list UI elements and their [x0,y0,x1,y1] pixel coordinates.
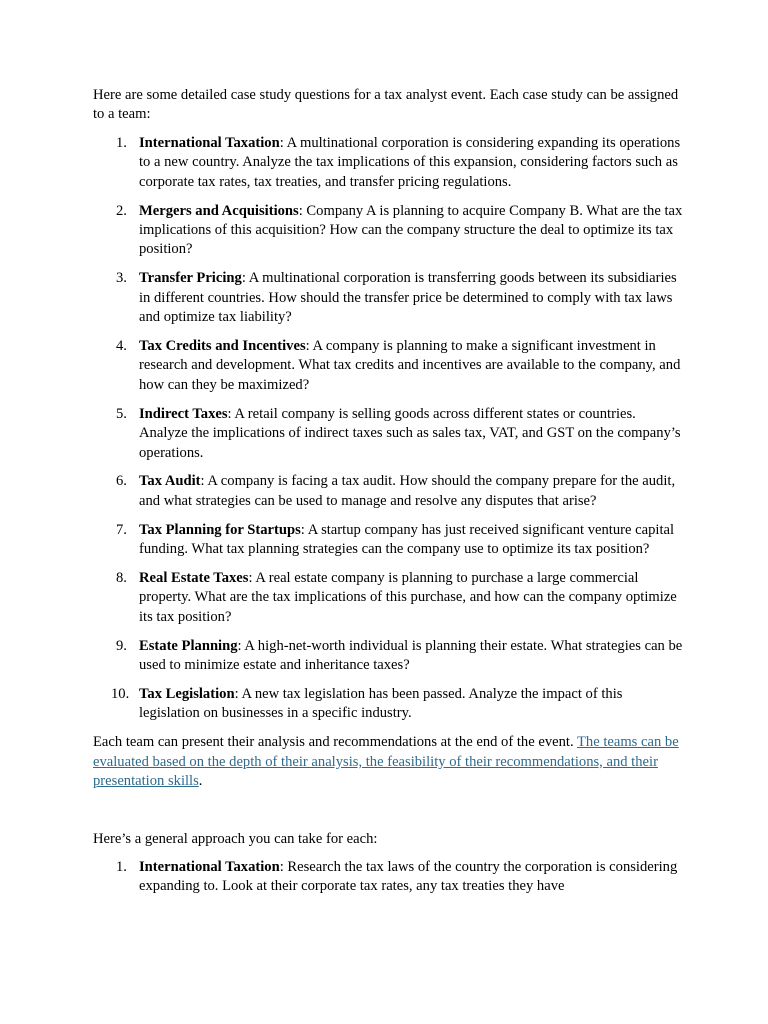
closing-paragraph [93,733,683,791]
case-term: Mergers and Acquisitions [139,202,299,219]
case-term: Transfer Pricing [139,270,242,287]
case-term: Tax Planning for Startups [139,521,301,538]
case-text: : A company is facing a tax audit. How should the company prepare for the audit, and what strategies can be used to manage and resolve any disputes that arise? [139,473,676,509]
list-number: 10. [111,686,130,703]
case-text: : A real estate company is planning to purchase a large commercial property. What are the tax implications of this purchase, and how can the company optimize its tax position? [139,570,677,625]
case-term: International Taxation [139,134,280,151]
evaluation-link[interactable]: The teams can be evaluated based on the depth of their analysis, the feasibility of their recommendations, and their presentation skills [93,734,679,790]
list-number: 4. [116,337,127,354]
list-number: 5. [116,405,127,422]
list-number: 8. [116,570,127,587]
intro-paragraph: Here are some detailed case study questions for a tax analyst event. Each case study can be assigned to a team: [93,87,679,123]
approach-intro-paragraph: Here’s a general approach you can take for each: [93,830,378,847]
case-text: : A company is planning to make a significant investment in research and development. What tax credits and incentives are available to the company, and how can they be maximized? [139,337,681,393]
approach-term: International Taxation [139,859,280,875]
case-term: Real Estate Taxes [139,570,249,587]
list-item [93,337,683,395]
case-text: : A startup company has just received significant venture capital funding. What tax planning strategies can the company use to optimize its tax position? [139,521,675,558]
case-text: : A new tax legislation has been passed. Analyze the impact of this legislation on businesses in a specific industry. [139,686,623,722]
approach-text: : Research the tax laws of the country the corporation is considering expanding to. Look at their corporate tax rates, any tax treaties they have [139,859,678,895]
list-item [93,405,683,463]
list-item [93,269,683,327]
list-item [93,569,683,627]
list-item [93,472,683,511]
list-number: 9. [116,637,127,654]
case-term: Tax Legislation [139,686,235,703]
case-study-list [93,134,683,724]
case-term: Tax Audit [139,473,201,490]
case-term: Estate Planning [139,637,238,654]
closing-end: . [198,773,203,790]
list-item [93,685,683,724]
case-text: : A high-net-worth individual is planning their estate. What strategies can be used to minimize estate and inheritance taxes? [139,637,683,674]
list-number: 6. [116,473,127,490]
list-item [93,134,683,192]
case-term: Indirect Taxes [139,405,228,422]
list-item [93,521,683,560]
list-number: 1. [116,859,127,875]
case-text: : A multinational corporation is transferring goods between its subsidiaries in different countries. How should the transfer price be determined to comply with tax laws and optimize tax liability? [139,270,677,326]
closing-text: Each team can present their analysis and recommendations at the end of the event. [93,734,577,751]
case-text: : Company A is planning to acquire Company B. What are the tax implications of this acquisition? How can the company structure the deal to optimize its tax position? [139,202,683,258]
case-term: Tax Credits and Incentives [139,337,306,354]
document-page [93,86,683,906]
list-item [93,202,683,260]
approach-list [93,858,683,897]
list-item [93,637,683,676]
list-number: 1. [116,134,127,151]
case-text: : A retail company is selling goods across different states or countries. Analyze the implications of indirect taxes such as sales tax, VAT, and GST on the company’s operations. [139,405,681,461]
list-number: 7. [116,521,127,538]
list-number: 2. [116,202,127,219]
list-number: 3. [116,270,127,287]
case-text: : A multinational corporation is considering expanding its operations to a new country. Analyze the tax implications of this expansion, considering factors such as corporate tax rates, tax treaties, and transfer pricing regulations. [139,134,681,190]
list-item [93,858,683,897]
